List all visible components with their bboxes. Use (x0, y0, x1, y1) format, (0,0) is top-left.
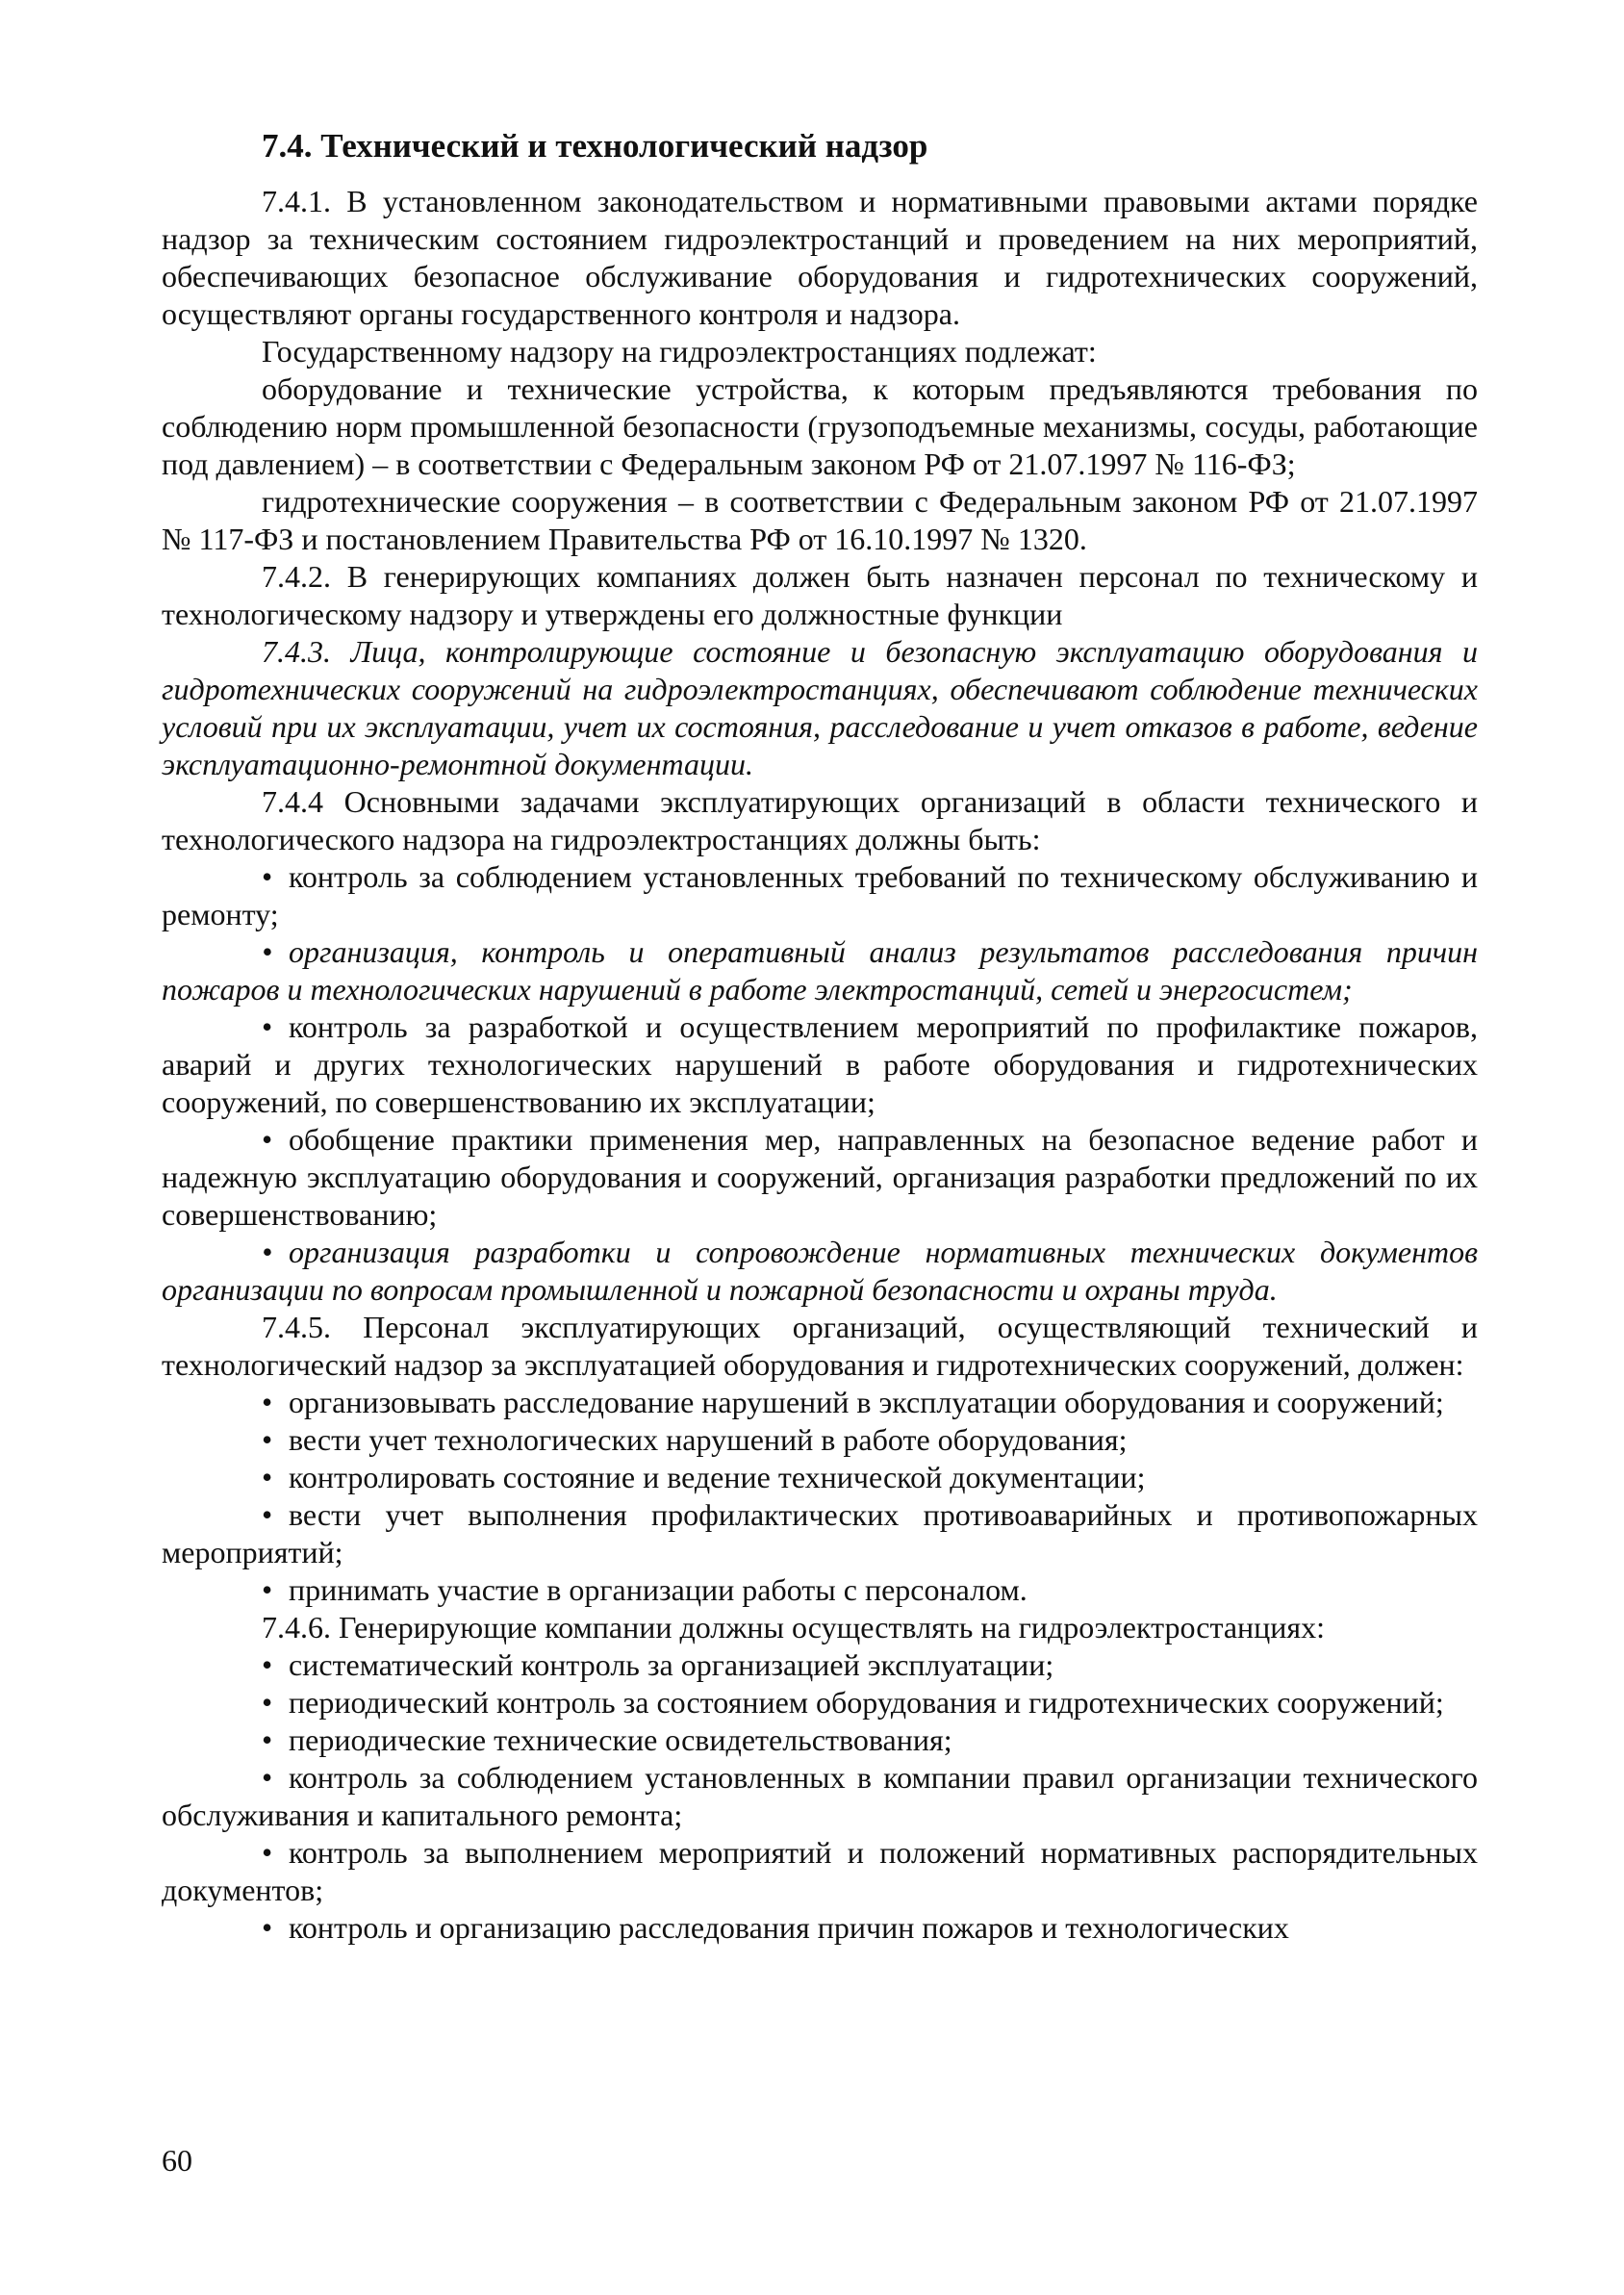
bullet-text: контроль за разработкой и осуществлением мероприятий по профилактике пожаров, аварий и других технологических нарушений в работе оборудования и гидротехнических сооружений, по совершенствованию их эксплуатации; (162, 1009, 1478, 1119)
bullet-item (162, 1421, 1478, 1459)
bullet-text: вести учет выполнения профилактических противоаварийных и противопожарных мероприятий; (162, 1497, 1478, 1569)
page-number: 60 (162, 2143, 192, 2178)
bullet-text: обобщение практики применения мер, направленных на безопасное ведение работ и надежную эксплуатацию оборудования и сооружений, организация разработки предложений по их совершенствованию; (162, 1122, 1478, 1232)
bullet-item (162, 858, 1478, 933)
bullet-marker: • (262, 934, 273, 969)
bullet-text: вести учет технологических нарушений в работе оборудования; (289, 1422, 1128, 1457)
bullet-item (162, 1496, 1478, 1571)
bullet-item (162, 1384, 1478, 1421)
paragraph: оборудование и технические устройства, к которым предъявляются требования по соблюдению норм промышленной безопасности (грузоподъемные механизмы, сосуды, работающие под давлением) – в соответствии с Федеральным законом РФ от 21.07.1997 № 116-ФЗ; (162, 371, 1478, 481)
paragraph: Государственному надзору на гидроэлектростанциях подлежат: (262, 334, 1097, 369)
bullet-text: контроль за соблюдением установленных требований по техническому обслуживанию и ремонту; (162, 859, 1478, 931)
bullet-item (162, 1909, 1478, 1947)
bullet-marker: • (262, 1009, 273, 1044)
bullet-item (162, 933, 1478, 1008)
bullet-text: организация, контроль и оперативный анализ результатов расследования причин пожаров и технологических нарушений в работе электростанций, сетей и энергосистем; (162, 934, 1478, 1007)
bullet-item (162, 1834, 1478, 1909)
paragraph: 7.4.3. Лица, контролирующие состояние и безопасную эксплуатацию оборудования и гидротехнических сооружений на гидроэлектростанциях, обеспечивают соблюдение технических условий при их эксплуатации, учет их состояния, расследование и учет отказов в работе, ведение эксплуатационно-ремонтной документации. (162, 634, 1478, 781)
bullet-text: периодические технические освидетельствования; (289, 1722, 952, 1757)
bullet-text: контроль за выполнением мероприятий и положений нормативных распорядительных документов; (162, 1835, 1478, 1907)
bullet-text: периодический контроль за состоянием оборудования и гидротехнических сооружений; (289, 1685, 1444, 1720)
bullet-marker: • (262, 1122, 273, 1157)
bullet-item (162, 1646, 1478, 1684)
bullet-text: организовывать расследование нарушений в эксплуатации оборудования и сооружений; (289, 1385, 1444, 1419)
bullet-item (162, 1759, 1478, 1834)
paragraph: гидротехнические сооружения – в соответствии с Федеральным законом РФ от 21.07.1997 № 117-ФЗ и постановлением Правительства РФ от 16.10.1997 № 1320. (162, 484, 1478, 556)
bullet-text: принимать участие в организации работы с персоналом. (289, 1572, 1028, 1607)
bullet-item (162, 1721, 1478, 1759)
bullet-text: контролировать состояние и ведение технической документации; (289, 1460, 1146, 1494)
bullet-text: контроль за соблюдением установленных в компании правил организации технического обслуживания и капитального ремонта; (162, 1760, 1478, 1832)
bullet-marker: • (262, 1835, 273, 1870)
bullet-text: организация разработки и сопровождение нормативных технических документов организации по вопросам промышленной и пожарной безопасности и охраны труда. (162, 1235, 1478, 1307)
bullet-marker: • (262, 1685, 273, 1720)
bullet-marker: • (262, 1460, 273, 1494)
bullet-marker: • (262, 1385, 273, 1419)
bullet-marker: • (262, 859, 273, 894)
bullet-item (162, 1008, 1478, 1121)
bullet-item (162, 1459, 1478, 1496)
bullet-item (162, 1121, 1478, 1234)
bullet-marker: • (262, 1422, 273, 1457)
bullet-item (162, 1684, 1478, 1721)
paragraph: 7.4.2. В генерирующих компаниях должен быть назначен персонал по техническому и технологическому надзору и утверждены его должностные функции (162, 559, 1478, 631)
bullet-marker: • (262, 1722, 273, 1757)
bullet-text: контроль и организацию расследования причин пожаров и технологических (289, 1910, 1289, 1945)
bullet-marker: • (262, 1497, 273, 1532)
section-title: 7.4. Технический и технологический надзор (262, 127, 928, 165)
document-page (162, 123, 1478, 1947)
bullet-text: систематический контроль за организацией эксплуатации; (289, 1647, 1054, 1682)
paragraph: 7.4.4 Основными задачами эксплуатирующих организаций в области технического и технологического надзора на гидроэлектростанциях должны быть: (162, 784, 1478, 856)
bullet-marker: • (262, 1572, 273, 1607)
document-body (162, 183, 1478, 1947)
bullet-marker: • (262, 1235, 273, 1269)
bullet-marker: • (262, 1760, 273, 1795)
bullet-item (162, 1234, 1478, 1309)
bullet-item (162, 1571, 1478, 1609)
paragraph: 7.4.6. Генерирующие компании должны осуществлять на гидроэлектростанциях: (262, 1610, 1325, 1645)
bullet-marker: • (262, 1647, 273, 1682)
bullet-marker: • (262, 1910, 273, 1945)
paragraph: 7.4.1. В установленном законодательством и нормативными правовыми актами порядке надзор за техническим состоянием гидроэлектростанций и проведением на них мероприятий, обеспечивающих безопасное обслуживание оборудования и гидротехнических сооружений, осуществляют органы государственного контроля и надзора. (162, 184, 1478, 331)
paragraph: 7.4.5. Персонал эксплуатирующих организаций, осуществляющий технический и технологический надзор за эксплуатацией оборудования и гидротехнических сооружений, должен: (162, 1310, 1478, 1382)
